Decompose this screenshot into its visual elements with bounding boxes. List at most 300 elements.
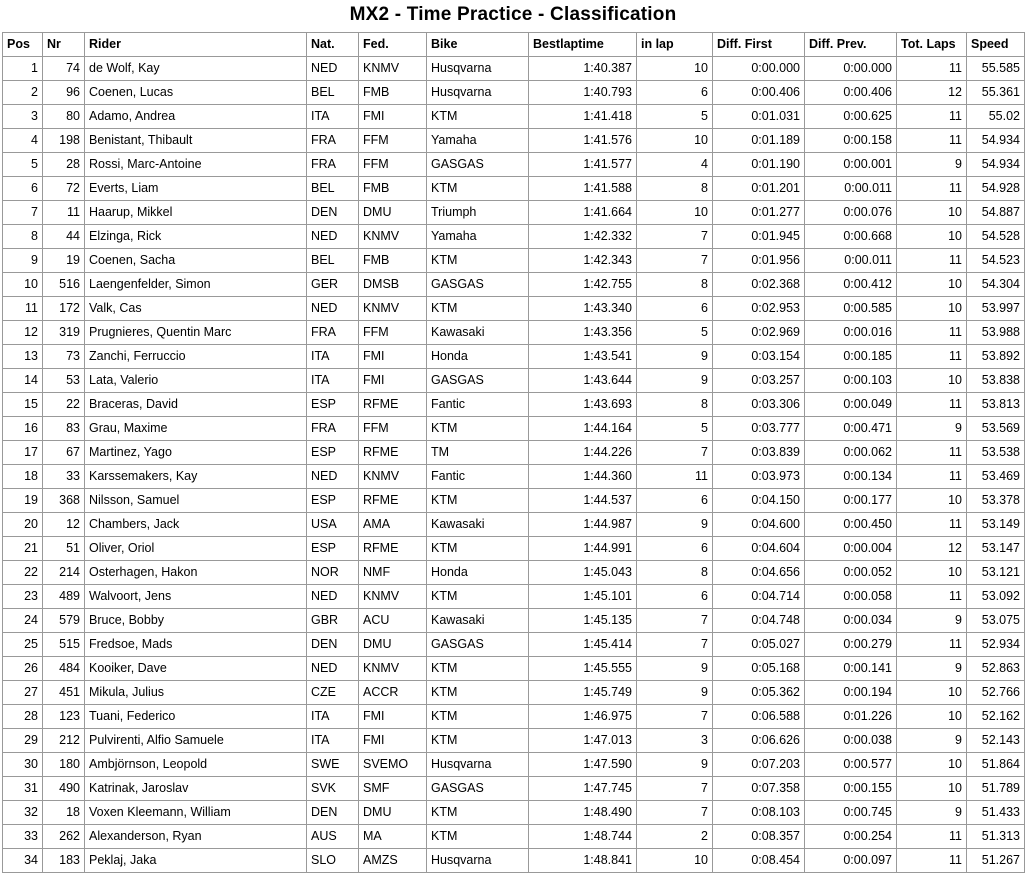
cell-inlap: 7 [637, 609, 713, 633]
cell-rider: Ambjörnson, Leopold [85, 753, 307, 777]
cell-nr: 73 [43, 345, 85, 369]
cell-laps: 11 [897, 321, 967, 345]
cell-laps: 11 [897, 441, 967, 465]
cell-prev: 0:00.279 [805, 633, 897, 657]
cell-prev: 0:00.058 [805, 585, 897, 609]
cell-pos: 34 [3, 849, 43, 873]
cell-speed: 51.789 [967, 777, 1025, 801]
cell-first: 0:05.027 [713, 633, 805, 657]
cell-nat: SVK [307, 777, 359, 801]
cell-inlap: 5 [637, 417, 713, 441]
cell-pos: 13 [3, 345, 43, 369]
cell-best: 1:41.588 [529, 177, 637, 201]
cell-best: 1:43.693 [529, 393, 637, 417]
cell-nat: ESP [307, 537, 359, 561]
cell-fed: ACU [359, 609, 427, 633]
cell-nr: 67 [43, 441, 85, 465]
cell-best: 1:45.101 [529, 585, 637, 609]
cell-inlap: 9 [637, 753, 713, 777]
cell-bike: Fantic [427, 465, 529, 489]
cell-first: 0:04.604 [713, 537, 805, 561]
cell-laps: 11 [897, 105, 967, 129]
cell-first: 0:03.839 [713, 441, 805, 465]
table-row [3, 753, 1025, 777]
cell-fed: FMB [359, 249, 427, 273]
cell-prev: 0:00.177 [805, 489, 897, 513]
cell-prev: 0:00.011 [805, 177, 897, 201]
cell-best: 1:40.793 [529, 81, 637, 105]
cell-speed: 51.267 [967, 849, 1025, 873]
cell-speed: 53.469 [967, 465, 1025, 489]
cell-rider: Osterhagen, Hakon [85, 561, 307, 585]
cell-laps: 11 [897, 849, 967, 873]
cell-best: 1:47.745 [529, 777, 637, 801]
cell-rider: Bruce, Bobby [85, 609, 307, 633]
column-header-rider: Rider [85, 33, 307, 57]
cell-bike: Honda [427, 345, 529, 369]
cell-laps: 12 [897, 537, 967, 561]
cell-bike: Honda [427, 561, 529, 585]
cell-best: 1:46.975 [529, 705, 637, 729]
cell-rider: Tuani, Federico [85, 705, 307, 729]
cell-first: 0:07.358 [713, 777, 805, 801]
cell-pos: 18 [3, 465, 43, 489]
cell-fed: NMF [359, 561, 427, 585]
table-row [3, 705, 1025, 729]
cell-nat: FRA [307, 129, 359, 153]
cell-bike: Yamaha [427, 225, 529, 249]
cell-pos: 12 [3, 321, 43, 345]
table-row [3, 321, 1025, 345]
cell-bike: GASGAS [427, 777, 529, 801]
cell-nat: USA [307, 513, 359, 537]
cell-prev: 0:00.062 [805, 441, 897, 465]
cell-prev: 0:00.155 [805, 777, 897, 801]
table-row [3, 345, 1025, 369]
cell-inlap: 9 [637, 681, 713, 705]
cell-nat: ITA [307, 105, 359, 129]
cell-nr: 19 [43, 249, 85, 273]
cell-best: 1:41.576 [529, 129, 637, 153]
cell-best: 1:44.360 [529, 465, 637, 489]
cell-first: 0:05.362 [713, 681, 805, 705]
cell-best: 1:43.340 [529, 297, 637, 321]
cell-prev: 0:00.745 [805, 801, 897, 825]
cell-nr: 319 [43, 321, 85, 345]
cell-laps: 9 [897, 801, 967, 825]
table-row [3, 561, 1025, 585]
cell-speed: 53.075 [967, 609, 1025, 633]
column-header-nat: Nat. [307, 33, 359, 57]
cell-nr: 74 [43, 57, 85, 81]
cell-nr: 83 [43, 417, 85, 441]
cell-prev: 0:00.038 [805, 729, 897, 753]
cell-rider: Oliver, Oriol [85, 537, 307, 561]
cell-bike: Husqvarna [427, 849, 529, 873]
cell-best: 1:45.555 [529, 657, 637, 681]
cell-nr: 262 [43, 825, 85, 849]
table-row [3, 513, 1025, 537]
cell-speed: 53.997 [967, 297, 1025, 321]
cell-bike: GASGAS [427, 153, 529, 177]
cell-rider: Elzinga, Rick [85, 225, 307, 249]
cell-prev: 0:00.668 [805, 225, 897, 249]
cell-first: 0:03.973 [713, 465, 805, 489]
cell-best: 1:43.644 [529, 369, 637, 393]
table-row [3, 537, 1025, 561]
cell-nr: 515 [43, 633, 85, 657]
cell-inlap: 8 [637, 561, 713, 585]
cell-nat: NED [307, 297, 359, 321]
cell-laps: 11 [897, 393, 967, 417]
cell-inlap: 10 [637, 129, 713, 153]
cell-pos: 9 [3, 249, 43, 273]
cell-nr: 72 [43, 177, 85, 201]
cell-prev: 0:00.406 [805, 81, 897, 105]
cell-prev: 0:00.097 [805, 849, 897, 873]
cell-pos: 16 [3, 417, 43, 441]
cell-speed: 53.838 [967, 369, 1025, 393]
table-row [3, 393, 1025, 417]
cell-rider: Benistant, Thibault [85, 129, 307, 153]
cell-first: 0:07.203 [713, 753, 805, 777]
cell-rider: Chambers, Jack [85, 513, 307, 537]
cell-bike: KTM [427, 729, 529, 753]
cell-prev: 0:00.004 [805, 537, 897, 561]
cell-nr: 198 [43, 129, 85, 153]
cell-first: 0:03.154 [713, 345, 805, 369]
cell-pos: 14 [3, 369, 43, 393]
cell-nr: 18 [43, 801, 85, 825]
cell-inlap: 8 [637, 273, 713, 297]
cell-prev: 0:00.450 [805, 513, 897, 537]
cell-fed: FMI [359, 705, 427, 729]
cell-fed: FMI [359, 729, 427, 753]
cell-laps: 10 [897, 369, 967, 393]
cell-fed: KNMV [359, 57, 427, 81]
cell-rider: Zanchi, Ferruccio [85, 345, 307, 369]
cell-speed: 53.569 [967, 417, 1025, 441]
cell-laps: 10 [897, 753, 967, 777]
cell-fed: FFM [359, 153, 427, 177]
cell-pos: 15 [3, 393, 43, 417]
cell-laps: 11 [897, 633, 967, 657]
cell-laps: 11 [897, 465, 967, 489]
cell-fed: DMU [359, 633, 427, 657]
cell-laps: 11 [897, 249, 967, 273]
cell-rider: Mikula, Julius [85, 681, 307, 705]
cell-fed: FFM [359, 321, 427, 345]
cell-laps: 11 [897, 585, 967, 609]
cell-nat: NOR [307, 561, 359, 585]
cell-speed: 51.433 [967, 801, 1025, 825]
column-header-laps: Tot. Laps [897, 33, 967, 57]
cell-first: 0:01.201 [713, 177, 805, 201]
cell-pos: 19 [3, 489, 43, 513]
cell-prev: 0:00.254 [805, 825, 897, 849]
table-row [3, 609, 1025, 633]
cell-first: 0:02.368 [713, 273, 805, 297]
cell-pos: 26 [3, 657, 43, 681]
cell-rider: Katrinak, Jaroslav [85, 777, 307, 801]
cell-speed: 52.934 [967, 633, 1025, 657]
cell-pos: 24 [3, 609, 43, 633]
cell-best: 1:47.590 [529, 753, 637, 777]
cell-bike: KTM [427, 681, 529, 705]
cell-inlap: 9 [637, 345, 713, 369]
cell-rider: Karssemakers, Kay [85, 465, 307, 489]
cell-first: 0:08.454 [713, 849, 805, 873]
cell-first: 0:08.103 [713, 801, 805, 825]
cell-rider: Everts, Liam [85, 177, 307, 201]
column-header-best: Bestlaptime [529, 33, 637, 57]
table-header-row [3, 33, 1025, 57]
cell-speed: 54.304 [967, 273, 1025, 297]
cell-best: 1:42.755 [529, 273, 637, 297]
cell-fed: DMSB [359, 273, 427, 297]
cell-prev: 0:00.049 [805, 393, 897, 417]
cell-pos: 25 [3, 633, 43, 657]
cell-pos: 30 [3, 753, 43, 777]
cell-inlap: 6 [637, 297, 713, 321]
cell-pos: 21 [3, 537, 43, 561]
classification-table [2, 32, 1025, 873]
cell-first: 0:05.168 [713, 657, 805, 681]
cell-laps: 11 [897, 513, 967, 537]
cell-bike: Yamaha [427, 129, 529, 153]
cell-speed: 54.887 [967, 201, 1025, 225]
cell-nat: ITA [307, 369, 359, 393]
cell-first: 0:02.969 [713, 321, 805, 345]
cell-nat: ITA [307, 705, 359, 729]
cell-rider: Adamo, Andrea [85, 105, 307, 129]
cell-nr: 96 [43, 81, 85, 105]
cell-laps: 11 [897, 825, 967, 849]
cell-fed: FMI [359, 345, 427, 369]
cell-inlap: 7 [637, 705, 713, 729]
cell-fed: RFME [359, 441, 427, 465]
cell-rider: Kooiker, Dave [85, 657, 307, 681]
cell-first: 0:04.656 [713, 561, 805, 585]
cell-bike: KTM [427, 249, 529, 273]
cell-best: 1:44.537 [529, 489, 637, 513]
cell-nat: CZE [307, 681, 359, 705]
cell-nat: FRA [307, 153, 359, 177]
cell-nat: NED [307, 465, 359, 489]
cell-pos: 3 [3, 105, 43, 129]
column-header-nr: Nr [43, 33, 85, 57]
cell-bike: KTM [427, 297, 529, 321]
cell-inlap: 10 [637, 201, 713, 225]
cell-bike: KTM [427, 825, 529, 849]
cell-first: 0:01.190 [713, 153, 805, 177]
table-row [3, 81, 1025, 105]
cell-speed: 54.928 [967, 177, 1025, 201]
cell-prev: 0:00.034 [805, 609, 897, 633]
table-row [3, 657, 1025, 681]
cell-rider: Coenen, Sacha [85, 249, 307, 273]
cell-first: 0:04.714 [713, 585, 805, 609]
cell-fed: FMB [359, 177, 427, 201]
cell-pos: 32 [3, 801, 43, 825]
cell-first: 0:03.777 [713, 417, 805, 441]
page-title: MX2 - Time Practice - Classification [349, 4, 677, 25]
cell-pos: 4 [3, 129, 43, 153]
cell-bike: KTM [427, 105, 529, 129]
cell-prev: 0:00.001 [805, 153, 897, 177]
cell-bike: KTM [427, 585, 529, 609]
cell-best: 1:45.414 [529, 633, 637, 657]
cell-rider: Lata, Valerio [85, 369, 307, 393]
cell-rider: Valk, Cas [85, 297, 307, 321]
cell-laps: 10 [897, 777, 967, 801]
table-row [3, 369, 1025, 393]
cell-rider: Haarup, Mikkel [85, 201, 307, 225]
cell-nat: GBR [307, 609, 359, 633]
cell-inlap: 10 [637, 849, 713, 873]
cell-inlap: 4 [637, 153, 713, 177]
cell-prev: 0:00.011 [805, 249, 897, 273]
cell-rider: Prugnieres, Quentin Marc [85, 321, 307, 345]
cell-bike: KTM [427, 657, 529, 681]
cell-nr: 489 [43, 585, 85, 609]
cell-nat: SWE [307, 753, 359, 777]
table-header [3, 33, 1025, 57]
table-row [3, 201, 1025, 225]
cell-laps: 10 [897, 201, 967, 225]
table-row [3, 849, 1025, 873]
cell-first: 0:04.150 [713, 489, 805, 513]
cell-first: 0:01.031 [713, 105, 805, 129]
cell-nr: 180 [43, 753, 85, 777]
cell-first: 0:01.945 [713, 225, 805, 249]
cell-fed: KNMV [359, 585, 427, 609]
cell-prev: 0:01.226 [805, 705, 897, 729]
cell-prev: 0:00.625 [805, 105, 897, 129]
cell-best: 1:40.387 [529, 57, 637, 81]
cell-rider: Grau, Maxime [85, 417, 307, 441]
cell-nr: 80 [43, 105, 85, 129]
cell-prev: 0:00.158 [805, 129, 897, 153]
cell-best: 1:42.343 [529, 249, 637, 273]
cell-laps: 9 [897, 729, 967, 753]
cell-bike: Husqvarna [427, 81, 529, 105]
cell-fed: ACCR [359, 681, 427, 705]
cell-speed: 53.147 [967, 537, 1025, 561]
cell-rider: Alexanderson, Ryan [85, 825, 307, 849]
cell-nr: 172 [43, 297, 85, 321]
table-row [3, 585, 1025, 609]
cell-fed: RFME [359, 537, 427, 561]
cell-pos: 28 [3, 705, 43, 729]
table-row [3, 681, 1025, 705]
cell-fed: SMF [359, 777, 427, 801]
cell-fed: AMA [359, 513, 427, 537]
cell-fed: FFM [359, 417, 427, 441]
cell-nat: ITA [307, 729, 359, 753]
cell-nr: 516 [43, 273, 85, 297]
cell-bike: KTM [427, 537, 529, 561]
cell-pos: 2 [3, 81, 43, 105]
cell-fed: FMI [359, 369, 427, 393]
cell-nat: SLO [307, 849, 359, 873]
cell-nat: NED [307, 225, 359, 249]
cell-inlap: 7 [637, 225, 713, 249]
cell-first: 0:03.306 [713, 393, 805, 417]
cell-bike: KTM [427, 489, 529, 513]
cell-best: 1:45.749 [529, 681, 637, 705]
cell-fed: DMU [359, 801, 427, 825]
table-row [3, 633, 1025, 657]
cell-prev: 0:00.052 [805, 561, 897, 585]
cell-prev: 0:00.103 [805, 369, 897, 393]
cell-laps: 10 [897, 297, 967, 321]
cell-inlap: 11 [637, 465, 713, 489]
cell-bike: Fantic [427, 393, 529, 417]
cell-nr: 33 [43, 465, 85, 489]
cell-bike: GASGAS [427, 633, 529, 657]
table-row [3, 417, 1025, 441]
cell-nr: 11 [43, 201, 85, 225]
cell-bike: KTM [427, 705, 529, 729]
cell-speed: 53.121 [967, 561, 1025, 585]
cell-inlap: 6 [637, 585, 713, 609]
cell-nat: NED [307, 585, 359, 609]
cell-first: 0:02.953 [713, 297, 805, 321]
cell-nat: GER [307, 273, 359, 297]
cell-best: 1:44.991 [529, 537, 637, 561]
cell-nat: ESP [307, 393, 359, 417]
cell-pos: 6 [3, 177, 43, 201]
cell-prev: 0:00.076 [805, 201, 897, 225]
cell-first: 0:08.357 [713, 825, 805, 849]
cell-nat: DEN [307, 633, 359, 657]
cell-laps: 9 [897, 417, 967, 441]
cell-laps: 10 [897, 225, 967, 249]
cell-speed: 53.988 [967, 321, 1025, 345]
column-header-pos: Pos [3, 33, 43, 57]
cell-speed: 53.538 [967, 441, 1025, 465]
cell-prev: 0:00.016 [805, 321, 897, 345]
column-header-prev: Diff. Prev. [805, 33, 897, 57]
cell-laps: 10 [897, 705, 967, 729]
cell-nr: 12 [43, 513, 85, 537]
cell-first: 0:06.588 [713, 705, 805, 729]
cell-bike: KTM [427, 801, 529, 825]
cell-fed: KNMV [359, 657, 427, 681]
cell-pos: 7 [3, 201, 43, 225]
cell-nr: 368 [43, 489, 85, 513]
cell-speed: 52.162 [967, 705, 1025, 729]
table-row [3, 273, 1025, 297]
cell-best: 1:44.164 [529, 417, 637, 441]
cell-nr: 22 [43, 393, 85, 417]
cell-speed: 52.863 [967, 657, 1025, 681]
table-row [3, 825, 1025, 849]
cell-bike: KTM [427, 417, 529, 441]
cell-laps: 11 [897, 177, 967, 201]
cell-nat: BEL [307, 177, 359, 201]
cell-prev: 0:00.577 [805, 753, 897, 777]
cell-best: 1:41.577 [529, 153, 637, 177]
cell-nr: 212 [43, 729, 85, 753]
cell-inlap: 7 [637, 441, 713, 465]
cell-fed: AMZS [359, 849, 427, 873]
cell-bike: Kawasaki [427, 513, 529, 537]
cell-first: 0:01.956 [713, 249, 805, 273]
cell-first: 0:00.000 [713, 57, 805, 81]
cell-first: 0:06.626 [713, 729, 805, 753]
